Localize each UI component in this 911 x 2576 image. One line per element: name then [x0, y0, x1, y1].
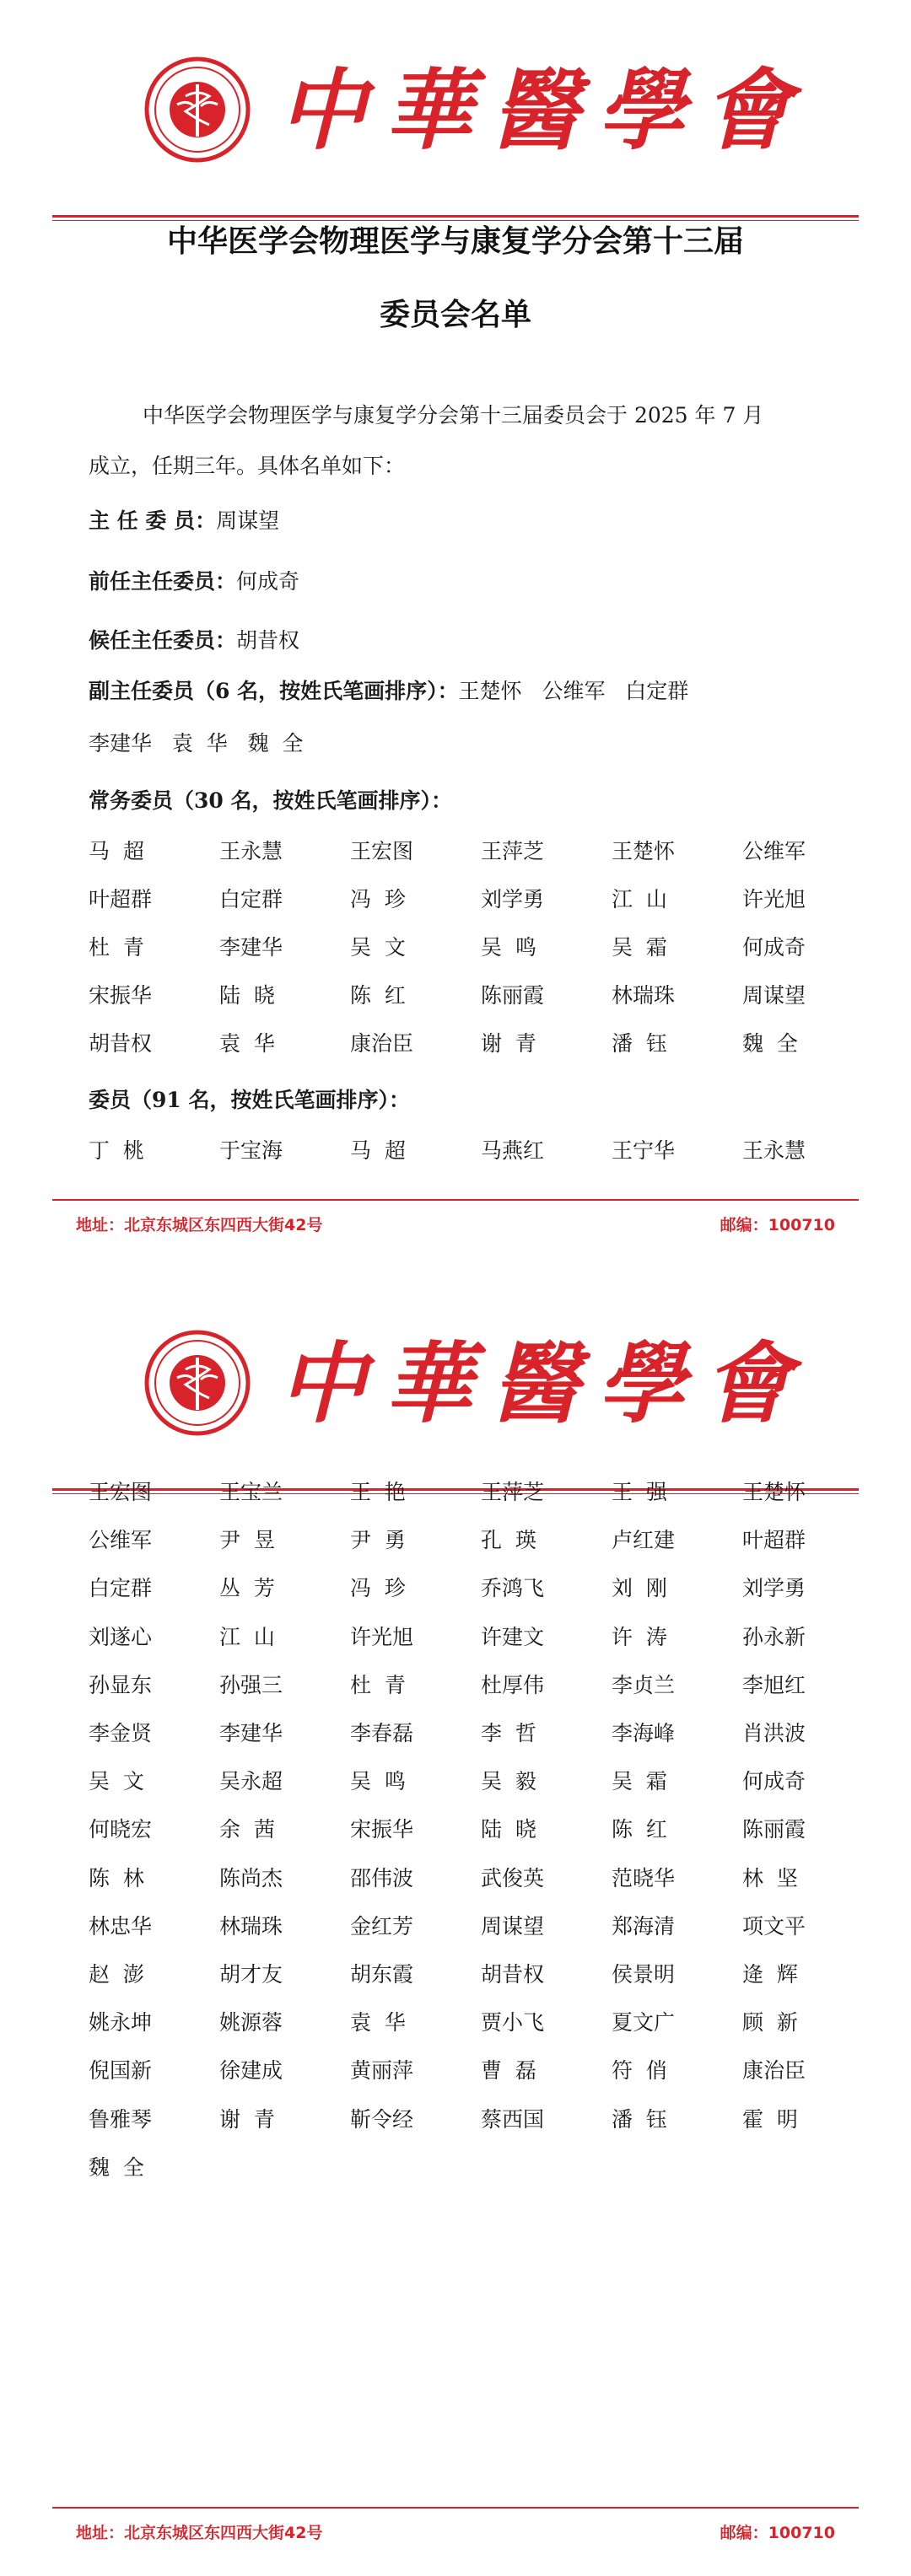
member-name: 白定群: [89, 1576, 153, 1601]
member-name: 李 哲: [481, 1721, 536, 1745]
member-name: 白定群: [219, 887, 283, 912]
member-name: 姚永坤: [89, 2010, 153, 2036]
member-name: 杜厚伟: [481, 1672, 545, 1697]
member-name: 王宏图: [350, 839, 414, 863]
member-name: 马燕红: [481, 1138, 545, 1163]
member-name: 霍 明: [742, 2106, 798, 2132]
member-name: 李旭红: [742, 1672, 806, 1697]
member-name: 王楚怀: [612, 839, 676, 863]
member-name: 谢 青: [481, 1031, 536, 1056]
document-subtitle: 委员会名单: [379, 297, 531, 332]
member-name: 徐建成: [219, 2058, 283, 2084]
page-footer: [0, 2507, 911, 2557]
member-name: 王宏图: [89, 1480, 153, 1504]
member-name: 潘 钰: [612, 2106, 667, 2132]
member-name: 吴 霜: [612, 1769, 667, 1794]
next-chair-value: 胡昔权: [236, 628, 300, 653]
member-name: 丛 芳: [219, 1576, 275, 1601]
member-name: 顾 新: [742, 2010, 798, 2036]
member-name: 胡昔权: [89, 1031, 153, 1056]
member-name: 陆 晓: [219, 983, 275, 1008]
member-name: 李建华: [219, 935, 283, 960]
page-footer: [0, 1199, 911, 1250]
member-name: 谢 青: [219, 2106, 275, 2132]
member-name: 康治臣: [350, 1031, 414, 1056]
member-name: 孙永新: [742, 1624, 806, 1649]
member-name: 于宝海: [219, 1138, 283, 1163]
member-name: 李金贤: [89, 1721, 153, 1745]
member-name: 黄丽萍: [350, 2058, 414, 2084]
member-name: 周谋望: [742, 983, 806, 1008]
members-heading: 委员（91 名，按姓氏笔画排序）：: [89, 1088, 410, 1112]
member-name: 王宝兰: [219, 1480, 283, 1504]
member-name: 许光旭: [350, 1624, 414, 1649]
member-name: 逄 辉: [742, 1962, 798, 1987]
member-name: 侯景明: [612, 1962, 676, 1987]
member-name: 林瑞珠: [219, 1913, 283, 1939]
member-name: 许建文: [481, 1624, 545, 1649]
member-name: 夏文广: [612, 2010, 676, 2036]
footer-rule: [52, 2507, 859, 2509]
member-name: 王永慧: [742, 1138, 806, 1163]
member-name: 吴 鸣: [350, 1769, 406, 1794]
member-name: 吴 毅: [481, 1769, 536, 1794]
document-title: 中华医学会物理医学与康复学分会第十三届: [166, 223, 744, 259]
member-name: 胡东霞: [350, 1962, 414, 1987]
letterhead: [0, 42, 911, 177]
footer-zip: 邮编：100710: [720, 2524, 835, 2542]
standing-members-heading: 常务委员（30 名，按姓氏笔画排序）：: [89, 788, 452, 813]
member-name: 赵 澎: [89, 1962, 144, 1987]
member-name: 叶超群: [89, 887, 153, 912]
member-name: 范晓华: [612, 1865, 676, 1890]
member-name: 郑海清: [612, 1913, 676, 1939]
brand-name: 中華醫學會: [278, 58, 811, 162]
member-name: 魏 全: [89, 2154, 144, 2180]
brand-name: 中華醫學會: [278, 1331, 811, 1435]
member-name: 肖洪波: [742, 1721, 806, 1745]
vice-chair-label: 副主任委员（6 名，按姓氏笔画排序）：: [89, 679, 459, 703]
member-name: 王 强: [612, 1480, 667, 1504]
intro-text: 中华医学会物理医学与康复学分会第十三届委员会于 2025 年 7 月: [143, 403, 764, 428]
prev-chair-row: [89, 565, 299, 595]
page-2: [0, 1315, 911, 2576]
member-name: 江 山: [219, 1624, 275, 1649]
member-name: 尹 昱: [219, 1528, 275, 1553]
member-name: 吴永超: [219, 1769, 283, 1794]
member-name: 许光旭: [742, 887, 806, 912]
cma-logo-icon: [143, 56, 251, 164]
chair-value: 周谋望: [216, 508, 280, 533]
member-name: 林忠华: [89, 1913, 153, 1939]
member-name: 尹 勇: [350, 1528, 406, 1553]
member-name: 刘学勇: [742, 1576, 806, 1601]
member-name: 孙强三: [219, 1672, 283, 1697]
member-name: 何晓宏: [89, 1817, 153, 1842]
member-name: 宋振华: [89, 983, 153, 1008]
member-name: 公维军: [742, 839, 806, 863]
member-name: 康治臣: [742, 2058, 806, 2084]
member-name: 丁 桃: [89, 1138, 144, 1163]
member-name: 林 坚: [742, 1865, 798, 1890]
member-name: 王楚怀: [742, 1480, 806, 1504]
vice-chair-names-continued: 李建华 袁 华 魏 全: [89, 731, 304, 756]
member-name: 袁 华: [350, 2010, 406, 2036]
chair-row: [89, 504, 279, 535]
member-name: 陈尚杰: [219, 1865, 283, 1890]
member-name: 吴 文: [350, 935, 406, 960]
next-chair-row: [89, 624, 299, 654]
member-name: 王 艳: [350, 1480, 406, 1504]
member-name: 孙显东: [89, 1672, 153, 1697]
member-name: 陈 红: [612, 1817, 667, 1842]
member-name: 许 涛: [612, 1624, 667, 1649]
header-rule-thin: [52, 1493, 859, 1494]
member-name: 刘遂心: [89, 1624, 153, 1649]
member-name: 倪国新: [89, 2058, 153, 2084]
intro-text-continued: 成立，任期三年。具体名单如下：: [89, 454, 406, 478]
member-name: 叶超群: [742, 1528, 806, 1553]
member-name: 陆 晓: [481, 1817, 536, 1842]
header-rule: [52, 1488, 859, 1491]
member-name: 陈丽霞: [742, 1817, 806, 1842]
member-name: 马 超: [89, 839, 144, 863]
member-name: 冯 珍: [350, 887, 406, 912]
prev-chair-value: 何成奇: [236, 569, 300, 594]
member-name: 何成奇: [742, 1769, 806, 1794]
member-name: 周谋望: [481, 1913, 545, 1939]
member-name: 武俊英: [481, 1865, 545, 1890]
member-name: 陈 林: [89, 1865, 144, 1890]
member-name: 王萍芝: [481, 839, 545, 863]
member-name: 邵伟波: [350, 1865, 414, 1890]
footer-address: 地址：北京东城区东四西大街42号: [76, 2524, 323, 2542]
member-name: 杜 青: [350, 1672, 406, 1697]
member-name: 曹 磊: [481, 2058, 536, 2084]
prev-chair-label: 前任主任委员：: [89, 569, 237, 594]
member-name: 李春磊: [350, 1721, 414, 1745]
footer-rule: [52, 1199, 859, 1201]
member-name: 靳令经: [350, 2106, 414, 2132]
member-name: 金红芳: [350, 1913, 414, 1939]
member-name: 魏 全: [742, 1031, 798, 1056]
member-name: 孔 瑛: [481, 1528, 536, 1553]
member-name: 王萍芝: [481, 1480, 545, 1504]
member-name: 李海峰: [612, 1721, 676, 1745]
member-name: 王永慧: [219, 839, 283, 863]
member-name: 林瑞珠: [612, 983, 676, 1008]
footer-address: 地址：北京东城区东四西大街42号: [76, 1216, 323, 1234]
letterhead: [0, 1315, 911, 1450]
member-name: 公维军: [89, 1528, 153, 1553]
member-name: 江 山: [612, 887, 667, 912]
member-name: 吴 文: [89, 1769, 144, 1794]
member-name: 胡才友: [219, 1962, 283, 1987]
page-1: [0, 0, 911, 1282]
member-name: 陈丽霞: [481, 983, 545, 1008]
member-name: 项文平: [742, 1913, 806, 1939]
member-name: 王宁华: [612, 1138, 676, 1163]
member-name: 袁 华: [219, 1031, 275, 1056]
member-name: 冯 珍: [350, 1576, 406, 1601]
member-name: 马 超: [350, 1138, 406, 1163]
member-name: 吴 鸣: [481, 935, 536, 960]
member-name: 卢红建: [612, 1528, 676, 1553]
footer-zip: 邮编：100710: [720, 1216, 835, 1234]
chair-label: 主 任 委 员：: [89, 508, 217, 533]
member-name: 何成奇: [742, 935, 806, 960]
member-name: 姚源蓉: [219, 2010, 283, 2036]
cma-logo-icon: [143, 1329, 251, 1437]
member-name: 蔡西国: [481, 2106, 545, 2132]
member-name: 胡昔权: [481, 1962, 545, 1987]
member-name: 鲁雅琴: [89, 2106, 153, 2132]
vice-chair-names: 王楚怀 公维军 白定群: [458, 679, 689, 703]
member-name: 杜 青: [89, 935, 144, 960]
next-chair-label: 候任主任委员：: [89, 628, 237, 653]
member-name: 陈 红: [350, 983, 406, 1008]
member-name: 吴 霜: [612, 935, 667, 960]
member-name: 宋振华: [350, 1817, 414, 1842]
vice-chair-row: [89, 675, 688, 705]
member-name: 符 俏: [612, 2058, 667, 2084]
member-name: 刘学勇: [481, 887, 545, 912]
member-name: 乔鸿飞: [481, 1576, 545, 1601]
member-name: 李贞兰: [612, 1672, 676, 1697]
member-name: 贾小飞: [481, 2010, 545, 2036]
member-name: 潘 钰: [612, 1031, 667, 1056]
member-name: 李建华: [219, 1721, 283, 1745]
member-name: 余 茜: [219, 1817, 275, 1842]
member-name: 刘 刚: [612, 1576, 667, 1601]
